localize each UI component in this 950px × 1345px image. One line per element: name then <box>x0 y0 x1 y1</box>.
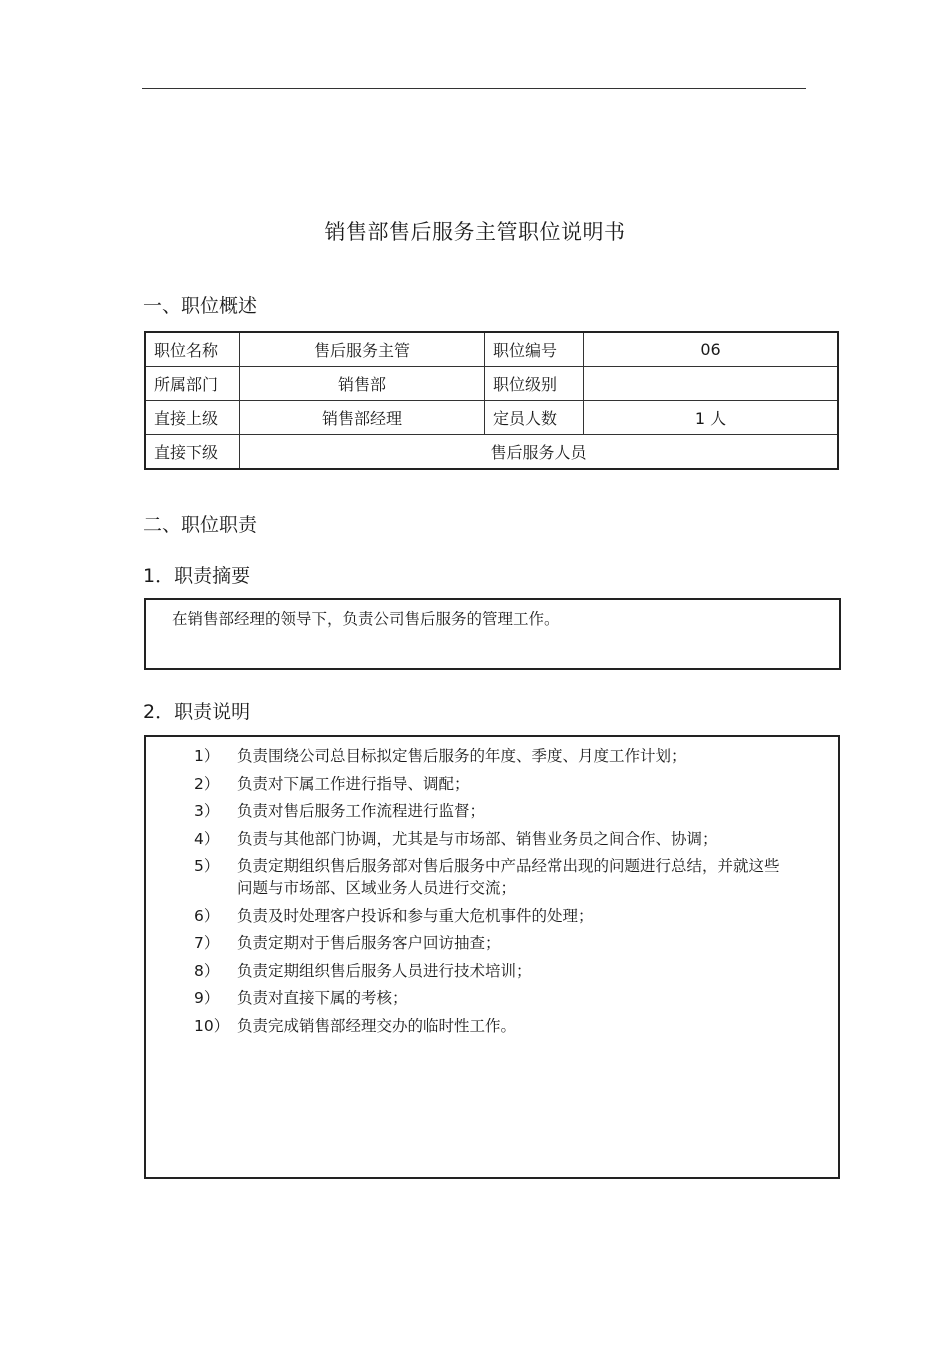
label-cell: 所属部门 <box>145 367 240 401</box>
label-cell: 职位编号 <box>485 332 584 367</box>
label-cell: 定员人数 <box>485 401 584 435</box>
item-number: 1） <box>194 747 220 765</box>
value-cell: 售后服务主管 <box>240 332 485 367</box>
duties-box <box>144 735 840 1179</box>
item-text: 负责围绕公司总目标拟定售后服务的年度、季度、月度工作计划； <box>237 747 687 765</box>
value-cell: 销售部 <box>240 367 485 401</box>
list-item <box>194 932 794 954</box>
summary-text: 在销售部经理的领导下，负责公司售后服务的管理工作。 <box>172 610 560 628</box>
table-row <box>145 367 838 401</box>
item-text: 负责完成销售部经理交办的临时性工作。 <box>237 1016 517 1035</box>
item-text: 负责定期对于售后服务客户回访抽查； <box>237 934 501 952</box>
label-cell: 职位级别 <box>485 367 584 401</box>
item-number: 9） <box>194 989 220 1007</box>
label-cell: 职位名称 <box>145 332 240 367</box>
section-heading-duties: 二、职位职责 <box>143 514 258 536</box>
section-heading-overview: 一、职位概述 <box>143 295 258 317</box>
value-cell: 06 <box>584 332 839 367</box>
summary-box <box>144 598 841 670</box>
item-number: 4） <box>194 829 220 848</box>
list-item <box>194 745 794 767</box>
label-cell: 直接上级 <box>145 401 240 435</box>
list-item <box>194 905 794 927</box>
duty-list <box>194 745 794 1042</box>
document-title: 销售部售后服务主管职位说明书 <box>324 220 626 244</box>
value-cell: 售后服务人员 <box>240 435 839 470</box>
list-item <box>194 773 794 795</box>
item-number: 2） <box>194 774 220 793</box>
list-item <box>194 960 794 982</box>
list-item <box>194 828 794 850</box>
position-overview-table <box>144 331 839 470</box>
item-number: 3） <box>194 802 220 820</box>
item-text: 负责对直接下属的考核； <box>237 989 408 1007</box>
list-item <box>194 855 794 899</box>
table-row <box>145 401 838 435</box>
item-number: 7） <box>194 934 220 952</box>
item-text: 负责定期组织售后服务部对售后服务中产品经常出现的问题进行总结，并就这些问题与市场部、区域业务人员进行交流； <box>237 857 780 897</box>
item-number: 10） <box>194 1016 230 1035</box>
value-cell: 1 人 <box>584 401 839 435</box>
item-text: 负责与其他部门协调，尤其是与市场部、销售业务员之间合作、协调； <box>237 829 718 848</box>
list-item <box>194 800 794 822</box>
subheading-duties: 2．职责说明 <box>143 701 251 723</box>
item-text: 负责及时处理客户投诉和参与重大危机事件的处理； <box>237 906 594 925</box>
item-number: 5） <box>194 857 220 875</box>
item-number: 8） <box>194 961 220 980</box>
header-rule <box>142 88 806 89</box>
subheading-summary: 1．职责摘要 <box>143 565 251 587</box>
value-cell <box>584 367 839 401</box>
label-cell: 直接下级 <box>145 435 240 470</box>
item-text: 负责对下属工作进行指导、调配； <box>237 774 470 793</box>
list-item <box>194 987 794 1009</box>
item-number: 6） <box>194 906 220 925</box>
table-row <box>145 332 838 367</box>
list-item <box>194 1015 794 1037</box>
value-cell: 销售部经理 <box>240 401 485 435</box>
item-text: 负责对售后服务工作流程进行监督； <box>237 802 486 820</box>
item-text: 负责定期组织售后服务人员进行技术培训； <box>237 961 532 980</box>
table-row <box>145 435 838 470</box>
